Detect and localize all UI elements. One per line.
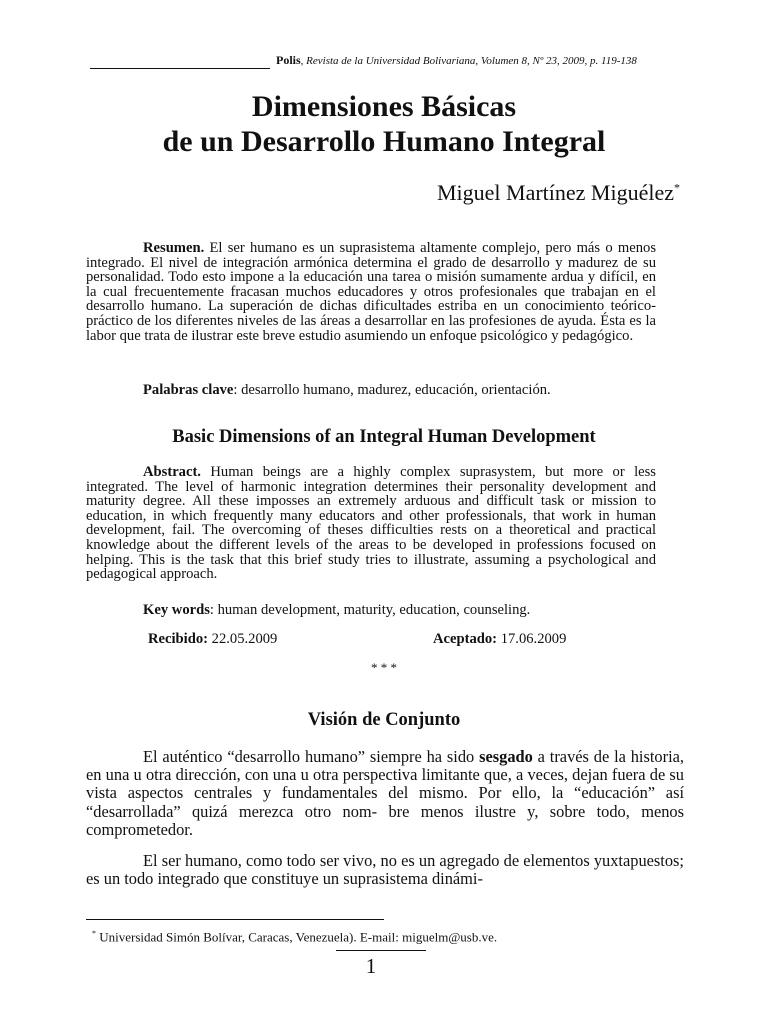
- accepted-value: 17.06.2009: [500, 631, 567, 647]
- accepted-date: [433, 631, 566, 648]
- title-line-2: de un Desarrollo Humano Integral: [162, 125, 606, 158]
- abstract-text: Human beings are a highly complex suprasystem, but more or less integrated. The level of harmonic integration determines their personality development and maturity degree. All these imposses an extremely arduous and difficult task or mission to education, in which frequently many educators and other professionals, that work in human development, fail. The overcoming of theses difficulties rests on a theoretical and practical knowledge about the different levels of the areas to be developed in professions focused on helping. This is the task that this brief study tries to illustrate, assuming a psychological and pedagogical approach.: [86, 464, 656, 583]
- resumen-text: El ser humano es un suprasistema altamente complejo, pero más o menos integrado. El nivel de integración armónica determina el grado de desarrollo y madurez de su personalidad. Todo esto impone a la educación una tarea o misión sumamente ardua y difícil, en la cual frecuentemente fracasan muchos educadores y otros profesionales que trabajan en el desarrollo humano. La superación de dichas dificultades estriba en un conocimiento teórico-práctico de los diferentes niveles de las áreas a desarrollar en las profesiones de ayuda. Ésta es la labor que trata de ilustrar este breve estudio asumiendo un enfoque psicológico y pedagógico.: [86, 240, 656, 344]
- title-line-1: Dimensiones Básicas: [251, 90, 517, 123]
- footnote-text: Universidad Simón Bolívar, Caracas, Venezuela). E-mail: miguelm@usb.ve.: [96, 929, 498, 945]
- page-number-rule: [336, 950, 426, 951]
- author: [300, 180, 680, 206]
- section-separator: * * *: [371, 660, 397, 675]
- received-label: Recibido:: [148, 631, 208, 647]
- resumen-paragraph: [86, 241, 656, 343]
- journal-header: [276, 53, 696, 68]
- body-paragraph-1: [86, 748, 684, 839]
- footnote-marker: *: [92, 929, 96, 938]
- received-date: [148, 631, 277, 648]
- abstract-paragraph: [86, 465, 656, 582]
- page-number: 1: [365, 954, 377, 978]
- author-footnote-marker: *: [674, 180, 680, 195]
- body-p1-start: El auténtico “desarrollo humano” siempre ha sido: [143, 747, 480, 766]
- resumen-label: Resumen.: [143, 240, 205, 256]
- english-title: Basic Dimensions of an Integral Human Development: [172, 427, 596, 447]
- footnote: [92, 929, 497, 945]
- paper-title: [84, 89, 684, 159]
- abstract-label: Abstract.: [143, 464, 201, 480]
- palabras-clave: [143, 382, 551, 399]
- journal-name: Polis: [276, 53, 301, 67]
- key-words-label: Key words: [143, 602, 210, 618]
- section-title: Visión de Conjunto: [307, 710, 461, 730]
- key-words-text: : human development, maturity, education, counseling.: [209, 602, 531, 618]
- header-rule: [90, 68, 270, 69]
- journal-citation: , Revista de la Universidad Bolivariana, Volumen 8, Nº 23, 2009, p. 119-138: [300, 55, 637, 67]
- palabras-clave-label: Palabras clave: [143, 382, 234, 398]
- body-p1-end: a través de la historia, en una u otra dirección, con una u otra perspectiva limitante que, a veces, dejan fuera de su vista aspectos centrales y fundamentales del mismo. Por ello, la “educación” así “desarrollada” quizá merezca otro nom- bre menos ilustre y, sobre todo, menos comprometedor.: [86, 747, 684, 839]
- palabras-clave-text: : desarrollo humano, madurez, educación, orientación.: [233, 382, 551, 398]
- accepted-label: Aceptado:: [433, 631, 498, 647]
- body-p1-bold: sesgado: [479, 747, 533, 766]
- received-value: 22.05.2009: [211, 631, 278, 647]
- body-paragraph-2: El ser humano, como todo ser vivo, no es un agregado de elementos yuxtapuestos; es un todo integrado que constituye un suprasistema dinámi-: [86, 851, 684, 889]
- author-name: Miguel Martínez Miguélez: [436, 180, 674, 205]
- footnote-rule: [86, 919, 384, 920]
- key-words: [143, 602, 530, 619]
